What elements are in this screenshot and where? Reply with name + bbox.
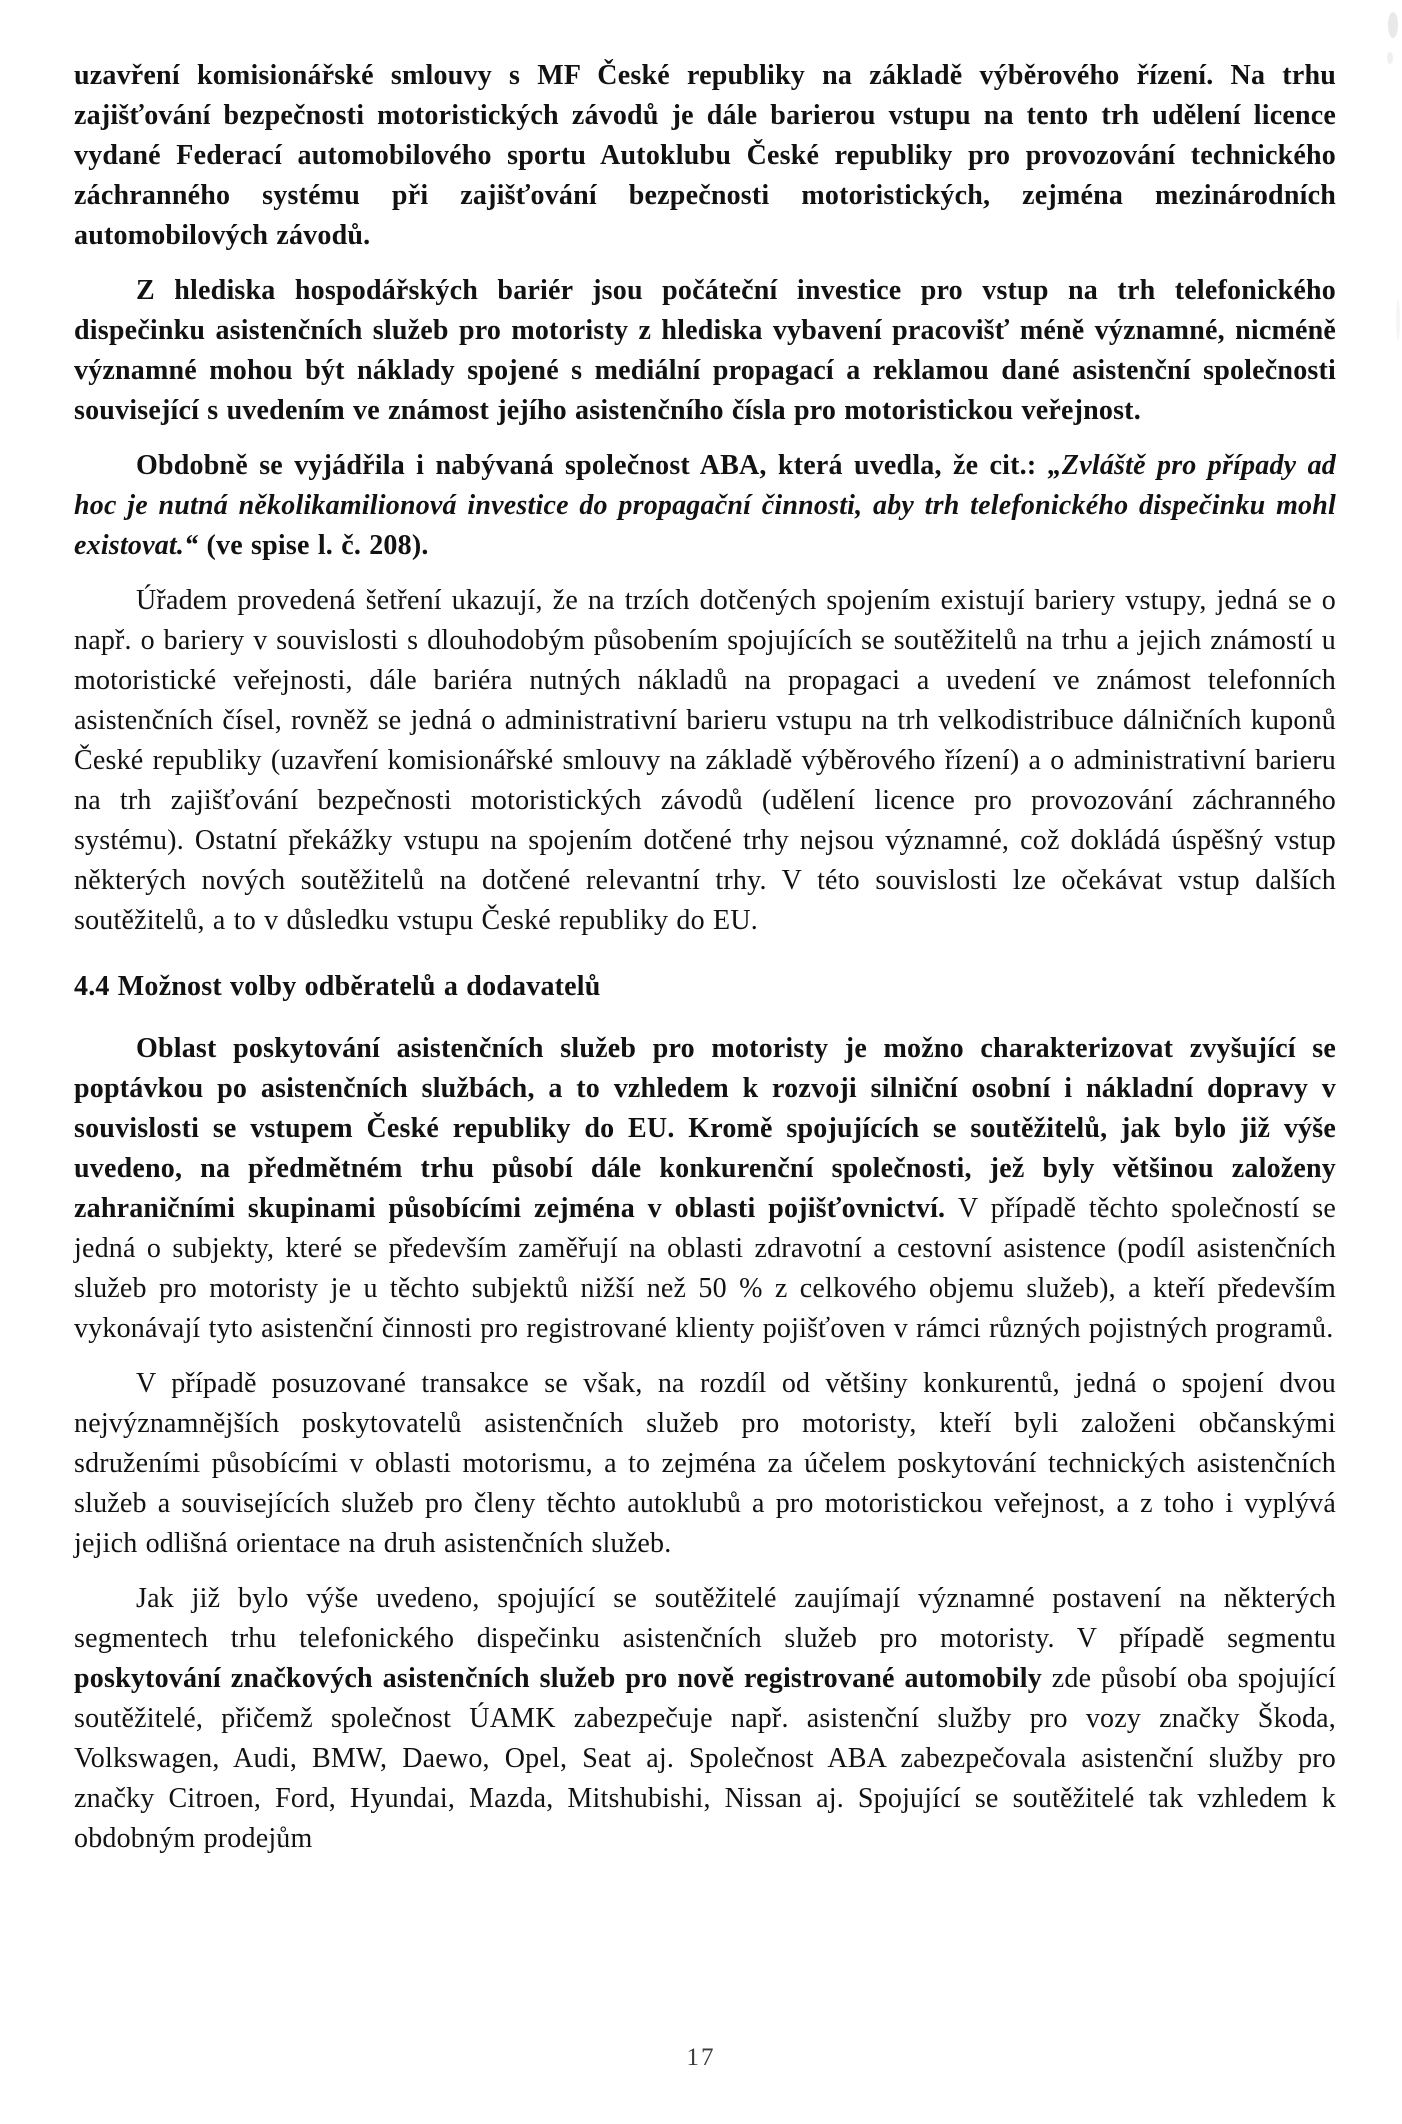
text-run: „Zvláště pro případy ad hoc je nutná několikamilionová investice do propagační činnosti, aby trh telefonického dispečinku mohl existovat.“: [74, 450, 1336, 561]
paragraph: [74, 1579, 1336, 1859]
text-run: V případě těchto společností se jedná o subjekty, které se především zaměřují na oblasti zdravotní a cestovní asistence (podíl asistenčních služeb pro motoristy je u těchto subjektů nižší než 50 % z celkového objemu služeb), a kteří především vykonávají tyto asistenční činnosti pro registrované klienty pojišťoven v rámci různých pojistných programů.: [74, 1193, 1336, 1344]
text-run: Úřadem provedená šetření ukazují, že na trzích dotčených spojením existují bariery vstupy, jedná se o např. o bariery v souvislosti s dlouhodobým působením spojujících se soutěžitelů na trhu a jejich známostí u motoristické veřejnosti, dále bariéra nutných nákladů na propagaci a uvedení ve známost telefonních asistenčních čísel, rovněž se jedná o administrativní barieru vstupu na trh velkodistribuce dálničních kuponů České republiky (uzavření komisionářské smlouvy na základě výběrového řízení) a o administrativní barieru na trh zajišťování bezpečnosti motoristických závodů (udělení licence pro provozování záchranného systému). Ostatní překážky vstupu na spojením dotčené trhy nejsou významné, což dokládá úspěšný vstup některých nových soutěžitelů na dotčené relevantní trhy. V této souvislosti lze očekávat vstup dalších soutěžitelů, a to v důsledku vstupu České republiky do EU.: [74, 585, 1336, 936]
text-run: Oblast poskytování asistenčních služeb pro motoristy je možno charakterizovat zvyšující se poptávkou po asistenčních službách, a to vzhledem k rozvoji silniční osobní i nákladní dopravy v souvislosti se vstupem České republiky do EU. Kromě spojujících se soutěžitelů, jak bylo již výše uvedeno, na předmětném trhu působí dále konkurenční společnosti, jež byly většinou založeny zahraničními skupinami působícími zejména v oblasti pojišťovnictví.: [74, 1033, 1336, 1224]
text-run: Obdobně se vyjádřila i nabývaná společnost ABA, která uvedla, že cit.:: [136, 450, 1048, 481]
text-run: zde působí oba spojující soutěžitelé, přičemž společnost ÚAMK zabezpečuje např. asistenční služby pro vozy značky Škoda, Volkswagen, Audi, BMW, Daewo, Opel, Seat aj. Společnost ABA zabezpečovala asistenční služby pro značky Citroen, Ford, Hyundai, Mazda, Mitshubishi, Nissan aj. Spojující se soutěžitelé tak vzhledem k obdobným prodejům: [74, 1663, 1336, 1854]
text-run: Z hlediska hospodářských bariér jsou počáteční investice pro vstup na trh telefonického dispečinku asistenčních služeb pro motoristy z hlediska vybavení pracovišť méně významné, nicméně významné mohou být náklady spojené s mediální propagací a reklamou dané asistenční společnosti související s uvedením ve známost jejího asistenčního čísla pro motoristickou veřejnost.: [74, 275, 1336, 426]
text-run: uzavření komisionářské smlouvy s MF České republiky na základě výběrového řízení. Na trhu zajišťování bezpečnosti motoristických závodů je dále barierou vstupu na tento trh udělení licence vydané Federací automobilového sportu Autoklubu České republiky pro provozování technického záchranného systému při zajišťování bezpečnosti motoristických, zejména mezinárodních automobilových závodů.: [74, 60, 1336, 251]
text-run: (ve spise l. č. 208).: [198, 530, 429, 561]
paragraph: [74, 446, 1336, 566]
paragraph: [74, 581, 1336, 941]
paragraph: [74, 1029, 1336, 1349]
scan-artifact: [1388, 12, 1398, 38]
paragraph: [74, 271, 1336, 431]
scan-artifact: [1396, 300, 1400, 340]
text-run: 4.4 Možnost volby odběratelů a dodavatelů: [74, 971, 601, 1002]
page-footer: [0, 2044, 1402, 2072]
page-number: 17: [686, 2044, 716, 2071]
scan-artifact: [1387, 52, 1393, 64]
text-run: poskytování značkových asistenčních služeb pro nově registrované automobily: [74, 1663, 1042, 1694]
paragraph: [74, 56, 1336, 256]
text-run: V případě posuzované transakce se však, na rozdíl od většiny konkurentů, jedná o spojení dvou nejvýznamnějších poskytovatelů asistenčních služeb pro motoristy, kteří byli založeni občanskými sdruženími působícími v oblasti motorismu, a to zejména za účelem poskytování technických asistenčních služeb a souvisejících služeb pro členy těchto autoklubů a pro motoristickou veřejnost, a z toho i vyplývá jejich odlišná orientace na druh asistenčních služeb.: [74, 1368, 1336, 1559]
document-body: [74, 56, 1336, 1874]
text-run: Jak již bylo výše uvedeno, spojující se soutěžitelé zaujímají významné postavení na některých segmentech trhu telefonického dispečinku asistenčních služeb pro motoristy. V případě segmentu: [74, 1583, 1336, 1654]
section-heading: [74, 967, 1336, 1007]
paragraph: [74, 1364, 1336, 1564]
